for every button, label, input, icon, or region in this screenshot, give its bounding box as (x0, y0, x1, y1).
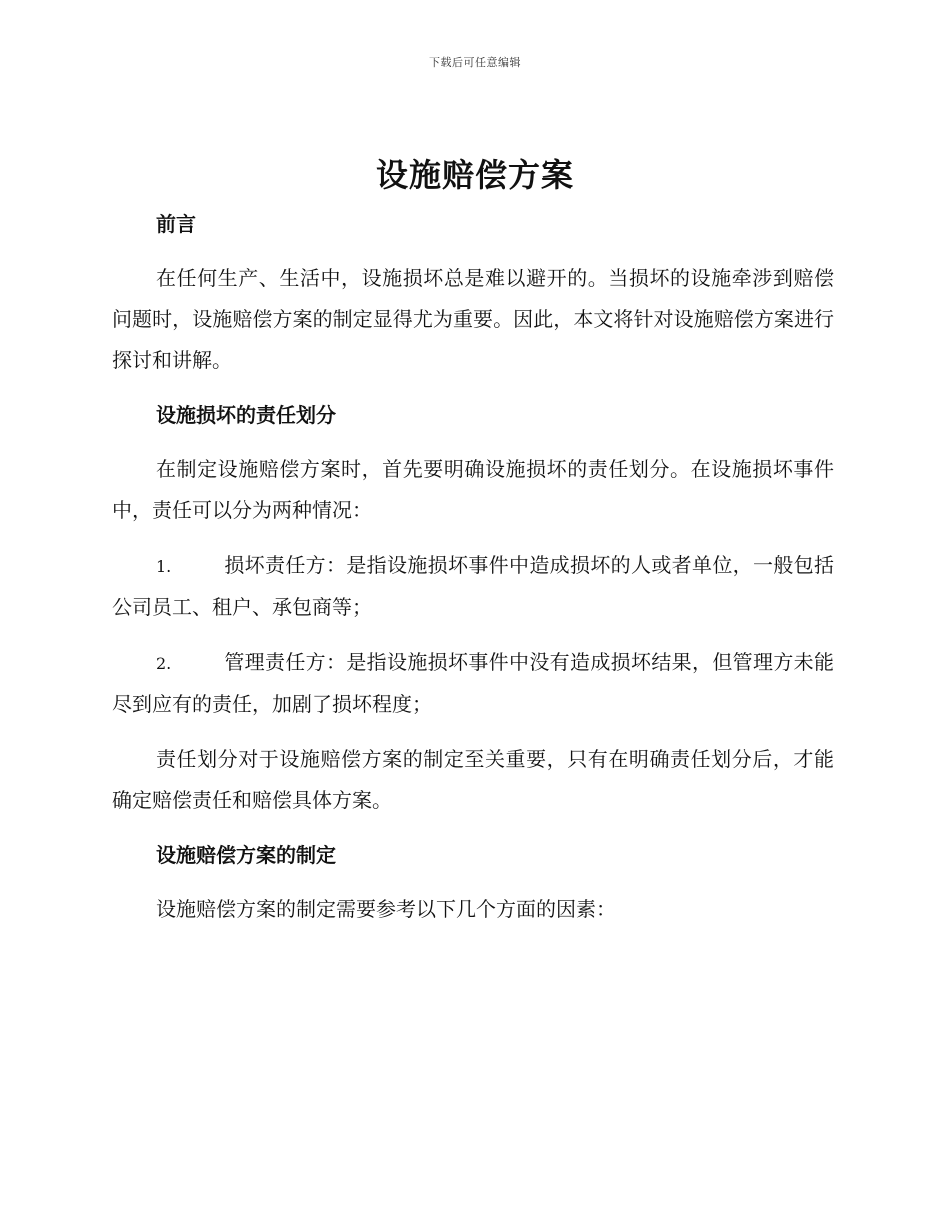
header-note: 下载后可任意编辑 (429, 56, 521, 69)
document-title: 设施赔偿方案 (375, 156, 574, 194)
list-item-2 (112, 642, 834, 725)
paragraph-preface: 在任何生产、生活中，设施损坏总是难以避开的。当损坏的设施牵涉到赔偿问题时，设施赔偿方案的制定显得尤为重要。因此，本文将针对设施赔偿方案进行探讨和讲解。 (112, 266, 834, 372)
list-item-text: 损坏责任方：是指设施损坏事件中造成损坏的人或者单位，一般包括公司员工、租户、承包商等； (112, 553, 834, 619)
heading-responsibility: 设施损坏的责任划分 (156, 403, 336, 427)
paragraph-plan-intro: 设施赔偿方案的制定需要参考以下几个方面的因素： (156, 897, 616, 921)
list-item-text: 管理责任方：是指设施损坏事件中没有造成损坏结果，但管理方未能尽到应有的责任，加剧了损坏程度； (112, 650, 834, 716)
document-body (112, 200, 834, 930)
paragraph-responsibility-summary: 责任划分对于设施赔偿方案的制定至关重要，只有在明确责任划分后，才能确定赔偿责任和赔偿具体方案。 (112, 747, 834, 812)
list-item-number: 2. (156, 654, 172, 673)
list-item-1 (112, 545, 834, 628)
heading-plan: 设施赔偿方案的制定 (156, 843, 336, 867)
list-item-number: 1. (156, 557, 172, 576)
paragraph-responsibility-intro: 在制定设施赔偿方案时，首先要明确设施损坏的责任划分。在设施损坏事件中，责任可以分为两种情况： (112, 457, 834, 522)
heading-preface: 前言 (156, 212, 196, 236)
